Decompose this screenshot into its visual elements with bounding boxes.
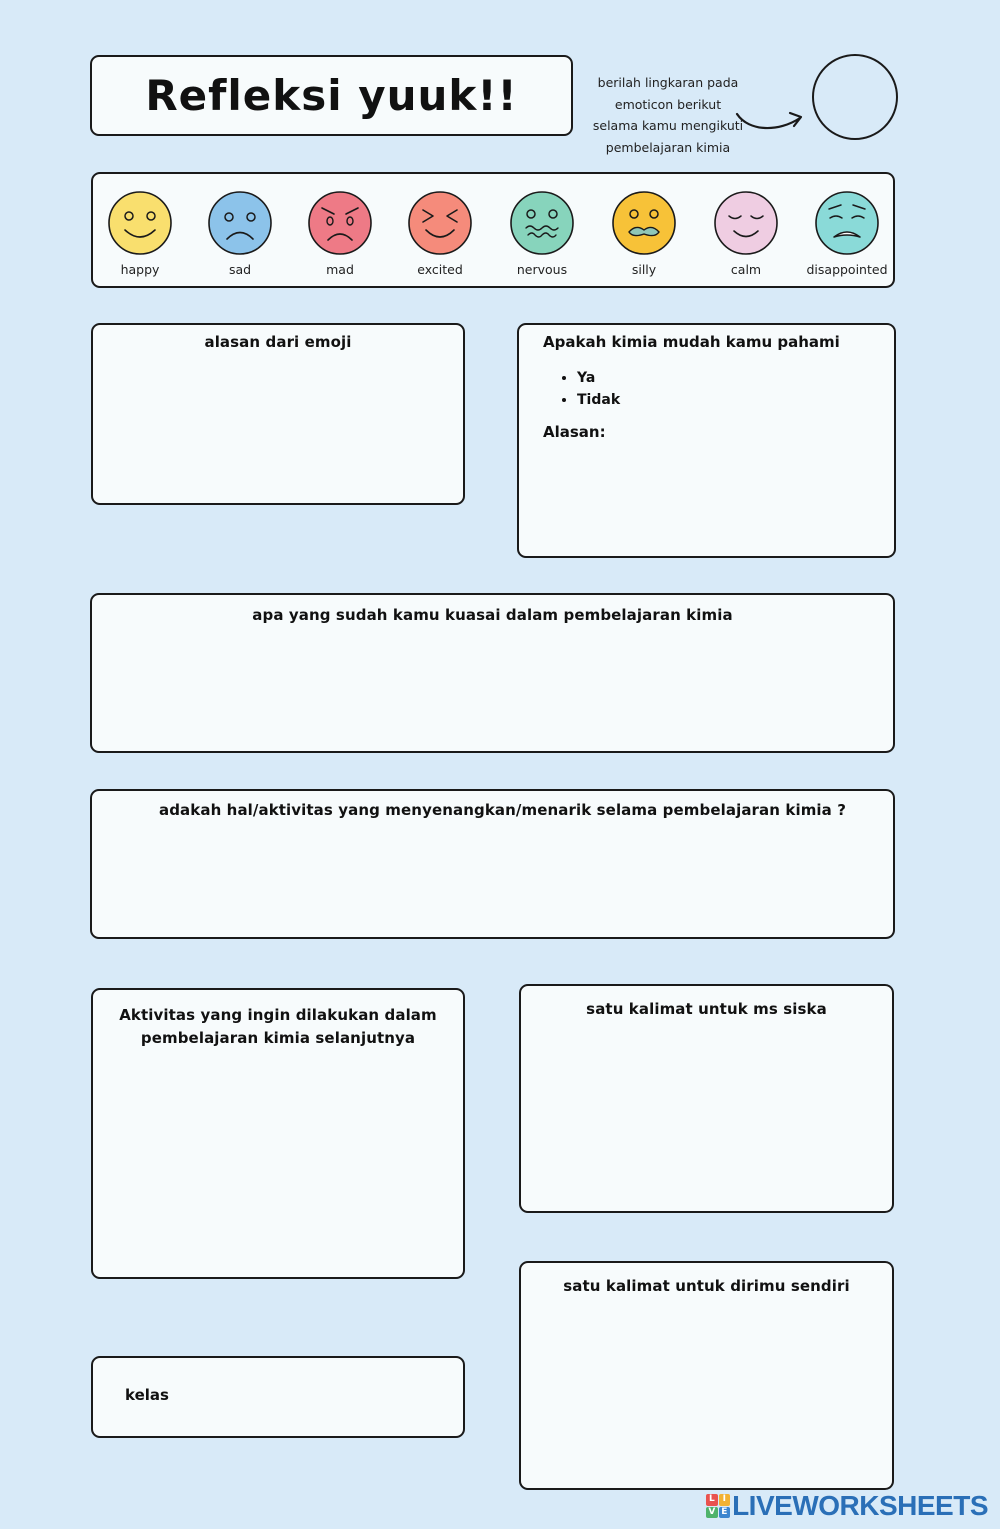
emoji-label: silly (631, 262, 657, 277)
emoji-label: happy (120, 262, 160, 277)
emoji-label: mad (326, 262, 354, 277)
understanding-box[interactable] (517, 323, 896, 558)
sentence-for-self-title: satu kalimat untuk dirimu sendiri (563, 1277, 850, 1295)
page-title: Refleksi yuuk!! (145, 71, 518, 120)
instruction-line: pembelajaran kimia (605, 139, 731, 155)
emoji-label: excited (417, 262, 463, 277)
excited-face-icon (407, 190, 473, 256)
emoji-label: calm (730, 262, 762, 277)
class-box[interactable] (91, 1356, 465, 1438)
disappointed-face-icon (814, 190, 880, 256)
emoji-reason-title: alasan dari emoji (204, 333, 352, 351)
answer-circle[interactable] (812, 54, 898, 140)
instruction-text (583, 72, 753, 158)
mastered-title: apa yang sudah kamu kuasai dalam pembelajaran kimia (252, 606, 733, 624)
fun-activity-title: adakah hal/aktivitas yang menyenangkan/menarik selama pembelajaran kimia ? (158, 801, 847, 819)
brand-logo-icon: L I V E (706, 1494, 730, 1518)
class-label: kelas (125, 1386, 169, 1404)
emoji-mad[interactable] (290, 190, 390, 286)
next-activity-title (93, 1004, 463, 1050)
next-activity-box[interactable] (91, 988, 465, 1279)
mad-face-icon (307, 190, 373, 256)
emoji-label: nervous (516, 262, 568, 277)
emoji-happy[interactable] (90, 190, 190, 286)
emoji-silly[interactable] (594, 190, 694, 286)
emoji-reason-box[interactable] (91, 323, 465, 505)
understanding-question: Apakah kimia mudah kamu pahami (543, 333, 840, 351)
silly-face-icon (611, 190, 677, 256)
instruction-line: selama kamu mengikuti (592, 118, 744, 133)
sentence-for-siska-box[interactable] (519, 984, 894, 1213)
next-activity-title-line: Aktivitas yang ingin dilakukan dalam (119, 1006, 437, 1024)
emoji-excited[interactable] (390, 190, 490, 286)
option-ya[interactable]: • Ya (577, 367, 620, 389)
brand-text: LIVEWORKSHEETS (732, 1490, 988, 1521)
emoji-row (91, 172, 895, 288)
option-tidak[interactable]: • Tidak (577, 389, 620, 411)
sentence-for-siska-title: satu kalimat untuk ms siska (586, 1000, 827, 1018)
reason-label: Alasan: (543, 423, 606, 441)
emoji-label: sad (228, 262, 252, 277)
calm-face-icon (713, 190, 779, 256)
emoji-calm[interactable] (696, 190, 796, 286)
sentence-for-self-box[interactable] (519, 1261, 894, 1490)
mastered-box[interactable] (90, 593, 895, 753)
instruction-line: berilah lingkaran pada (597, 75, 739, 90)
answer-options (557, 367, 620, 411)
curved-arrow-icon (734, 106, 806, 136)
emoji-disappointed[interactable] (797, 190, 897, 286)
emoji-sad[interactable] (190, 190, 290, 286)
happy-face-icon (107, 190, 173, 256)
title-box (90, 55, 573, 136)
emoji-nervous[interactable] (492, 190, 592, 286)
emoji-label: disappointed (806, 262, 888, 277)
nervous-face-icon (509, 190, 575, 256)
instruction-line: emoticon berikut (614, 96, 722, 112)
fun-activity-box[interactable] (90, 789, 895, 939)
liveworksheets-logo (706, 1490, 988, 1522)
sad-face-icon (207, 190, 273, 256)
next-activity-title-line: pembelajaran kimia selanjutnya (140, 1029, 416, 1047)
